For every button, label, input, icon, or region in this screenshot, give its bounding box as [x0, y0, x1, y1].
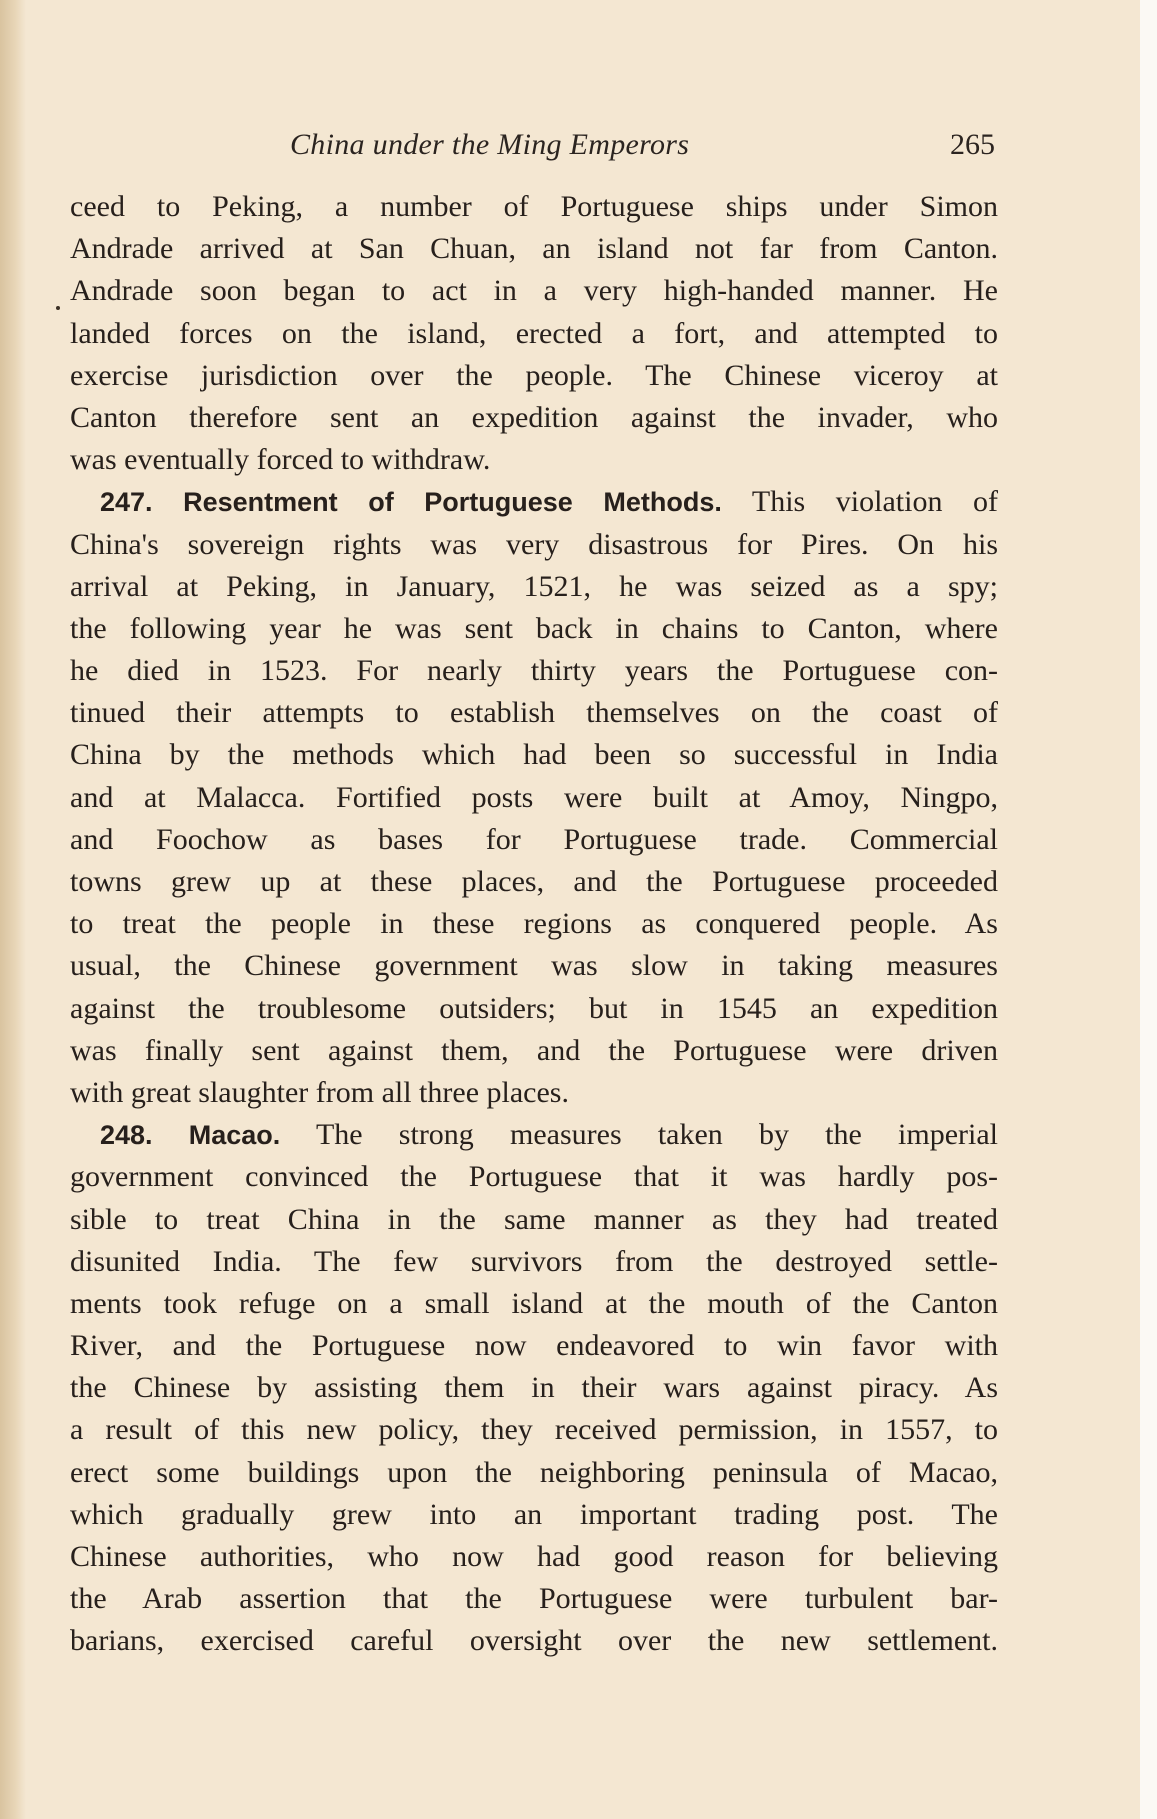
text-line: Canton therefore sent an expedition against the invader, who — [70, 400, 998, 434]
text-line: he died in 1523. For nearly thirty years the Portuguese con- — [70, 654, 998, 688]
section-title: Macao. — [188, 1120, 281, 1151]
section-heading-line — [70, 1114, 998, 1156]
text-line: barians, exercised careful oversight over the new settlement. — [70, 1624, 998, 1658]
page-number: 265 — [950, 128, 995, 161]
text-line: arrival at Peking, in January, 1521, he was seized as a spy; — [70, 569, 998, 603]
text-line: tinued their attempts to establish themselves on the coast of — [70, 696, 998, 730]
text-line: sible to treat China in the same manner as they had treated — [70, 1202, 998, 1236]
text-line: ments took refuge on a small island at the mouth of the Canton — [70, 1286, 998, 1320]
running-title: China under the Ming Emperors — [290, 128, 690, 161]
text-line: and at Malacca. Fortified posts were built at Amoy, Ningpo, — [70, 780, 998, 814]
text-line: a result of this new policy, they received permission, in 1557, to — [70, 1413, 998, 1447]
text-line: ceed to Peking, a number of Portuguese ships under Simon — [70, 190, 998, 223]
text-line: was eventually forced to withdraw. — [70, 443, 491, 477]
text-line: which gradually grew into an important trading post. The — [70, 1497, 998, 1531]
page-gutter-shadow — [0, 0, 26, 1819]
text-line: China by the methods which had been so successful in India — [70, 738, 998, 772]
text-line: the following year he was sent back in chains to Canton, where — [70, 611, 998, 645]
section-heading-line — [70, 481, 998, 523]
text-line: China's sovereign rights was very disastrous for Pires. On his — [70, 527, 998, 561]
text-line: against the troublesome outsiders; but in 1545 an expedition — [70, 991, 998, 1025]
section-number: 247. — [100, 487, 153, 518]
text-line: landed forces on the island, erected a fort, and attempted to — [70, 316, 998, 350]
text-line: usual, the Chinese government was slow in taking measures — [70, 949, 998, 983]
text-line: to treat the people in these regions as conquered people. As — [70, 907, 998, 941]
section-lead-text: This violation of — [751, 485, 998, 519]
text-line: towns grew up at these places, and the Portuguese proceeded — [70, 865, 998, 898]
page-header — [0, 128, 1140, 168]
text-line: Chinese authorities, who now had good reason for believing — [70, 1540, 998, 1573]
text-line: River, and the Portuguese now endeavored to win favor with — [70, 1329, 998, 1363]
text-line: the Arab assertion that the Portuguese were turbulent bar- — [70, 1582, 998, 1616]
section-title: Resentment of Portuguese Methods. — [183, 487, 722, 518]
text-line: disunited India. The few survivors from the destroyed settle- — [70, 1244, 998, 1278]
margin-speck — [56, 306, 60, 310]
text-line: Andrade arrived at San Chuan, an island not far from Canton. — [70, 232, 998, 266]
text-line: the Chinese by assisting them in their wars against piracy. As — [70, 1371, 998, 1405]
text-line: government convinced the Portuguese that it was hardly pos- — [70, 1160, 998, 1194]
text-line: with great slaughter from all three places. — [70, 1075, 569, 1109]
text-line: and Foochow as bases for Portuguese trade. Commercial — [70, 822, 998, 856]
text-line: exercise jurisdiction over the people. The Chinese viceroy at — [70, 358, 998, 392]
body-text — [70, 186, 998, 1663]
section-number: 248. — [100, 1120, 153, 1151]
text-line: erect some buildings upon the neighboring peninsula of Macao, — [70, 1455, 998, 1489]
text-line: was finally sent against them, and the Portuguese were driven — [70, 1033, 998, 1067]
text-line: Andrade soon began to act in a very high-handed manner. He — [70, 274, 998, 308]
section-lead-text: The strong measures taken by the imperial — [315, 1118, 998, 1152]
